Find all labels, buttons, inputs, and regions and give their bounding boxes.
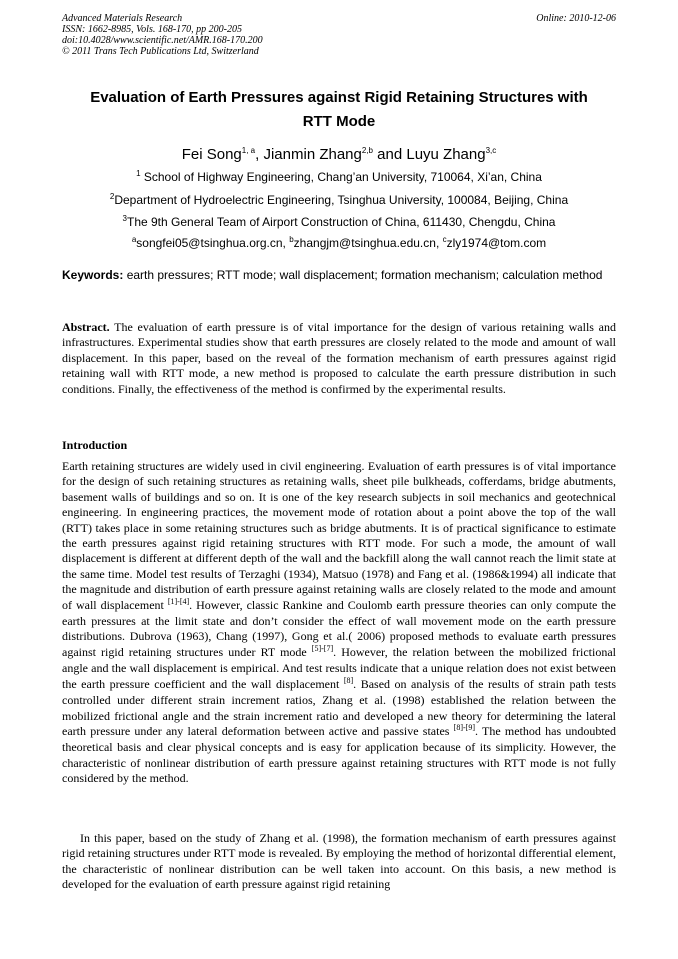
author-name: Jianmin Zhang [263,146,362,163]
citation: [5]-[7] [311,643,334,653]
section-heading-introduction: Introduction [62,438,128,452]
keywords-label: Keywords: [62,268,124,282]
affiliation-1 [62,170,616,186]
copyright-line: © 2011 Trans Tech Publications Ltd, Switzerland [62,46,259,57]
paragraph-text: . Based on analysis of the results of strain path tests controlled under different strain increment ratios, Zhang et al. (1998) established the relation between the mobilized frictional angle and the strain increment ratio and developed a new theory for determining the lateral earth pressure under any lateral deformation between active and passive states [62,676,617,738]
affiliation-3 [62,215,616,231]
abstract-text: The evaluation of earth pressure is of vital importance for the design of various retaining walls and infrastructures. Experimental studies show that earth pressures are closely related to the mode and amount of wall displacement. In this paper, based on the reveal of the formation mechanism of earth pressures against rigid retaining wall with RTT mode, a new method is proposed to calculate the earth pressure distribution in such conditions. Finally, the effectiveness of the method is confirmed by the experimental results. [62,320,616,396]
author-list [62,146,616,164]
introduction-paragraph-1 [62,459,616,787]
author-mark: 2,b [361,146,373,155]
email-address: zhangjm@tsinghua.edu.cn, [293,236,443,250]
journal-header [62,13,616,57]
abstract-label: Abstract. [62,320,110,334]
keywords [62,268,616,283]
paper-title [62,86,616,134]
paragraph-text: Earth retaining structures are widely used in civil engineering. Evaluation of earth pressures is of vital importance for the design of such retaining structures as retaining walls, sheet pile bulkheads, cofferdams, bridge abutments, basement walls of buildings and so on. It is one of the key research subjects in soil mechanics and geotechnical engineering. In engineering practices, the movement mode of rotation about a point above the top of the wall (RTT) takes place in some retaining structures such as bridge abutments. It is of practical significance to estimate the earth pressures against rigid retaining structures with RTT mode. For such a mode, the amount of wall displacement is different at different depth of the wall and the backfill along the wall cannot reach the limit state at the same time. Model test results of Terzaghi (1934), Matsuo (1978) and Fang et al. (1986&1994) all indicate that the magnitude and distribution of earth pressure against retaining walls are closely related to the mode and amount of wall displacement [62,459,616,612]
citation: [8]-[9] [453,722,475,732]
email-mark: a [131,235,137,244]
email-list [62,236,616,252]
email-address: zly1974@tom.com [446,236,547,250]
paragraph-text: . However, the relation between the mobilized frictional angle and the wall displacement is empirical. And test results indicate that a unique relation does not exist between the earth pressure coefficient and the wall displacement [62,644,616,691]
citation: [8] [343,675,354,685]
author-name: Fei Song [181,146,242,163]
paragraph-text: . However, classic Rankine and Coulomb earth pressure theories can only compute the earth pressures at the limit state and don’t consider the effect of wall movement mode on the earth pressure distributions. Dubrova (1963), Chang (1997), Gong et al.( 2006) proposed methods to evaluate earth pressures against rigid retaining structures under RT mode [62,597,616,659]
affiliation-text: The 9th General Team of Airport Construction of China, 611430, Chengdu, China [126,215,556,229]
author-mark: 3,c [485,146,497,155]
email-address: songfei05@tsinghua.org.cn, [136,236,290,250]
keywords-text: earth pressures; RTT mode; wall displacement; formation mechanism; calculation method [123,268,603,282]
citation: [1]-[4] [167,596,190,606]
email-mark: b [289,235,294,244]
affiliation-text: Department of Hydroelectric Engineering, Tsinghua University, 100084, Beijing, China [114,193,569,207]
author-separator: and [372,146,407,163]
abstract [62,320,616,397]
email-mark: c [442,235,447,244]
affiliation-mark: 3 [122,214,127,223]
paragraph-text: . The method has undoubted theoretical basis and clear physical concepts and is easy for application because of its simplicity. However, the characteristic of nonlinear distribution of earth pressure against retaining structures with RTT mode is not fully considered by the method. [62,723,616,786]
affiliation-mark: 1 [136,169,141,178]
affiliation-2 [62,193,616,209]
author-mark: 1, a [241,146,256,155]
author-separator: , [255,146,264,163]
author-name: Luyu Zhang [406,146,486,163]
title-line-1: Evaluation of Earth Pressures against Rigid Retaining Structures with [90,89,588,106]
online-date: Online: 2010-12-06 [536,13,616,24]
introduction-paragraph-2: In this paper, based on the study of Zhang et al. (1998), the formation mechanism of earth pressures against rigid retaining structures under RTT mode is revealed. By employing the method of horizontal differential element, the characteristic of nonlinear distribution can be well taken into account. On this basis, a new method is developed for the evaluation of earth pressure against rigid retaining [62,831,616,892]
affiliation-text: School of Highway Engineering, Chang’an University, 710064, Xi’an, China [140,170,542,184]
doi-line: doi:10.4028/www.scientific.net/AMR.168-170.200 [62,35,263,46]
title-line-2: RTT Mode [302,113,376,130]
affiliation-mark: 2 [109,192,115,201]
journal-name: Advanced Materials Research [62,13,183,24]
issn-line: ISSN: 1662-8985, Vols. 168-170, pp 200-205 [62,24,242,35]
